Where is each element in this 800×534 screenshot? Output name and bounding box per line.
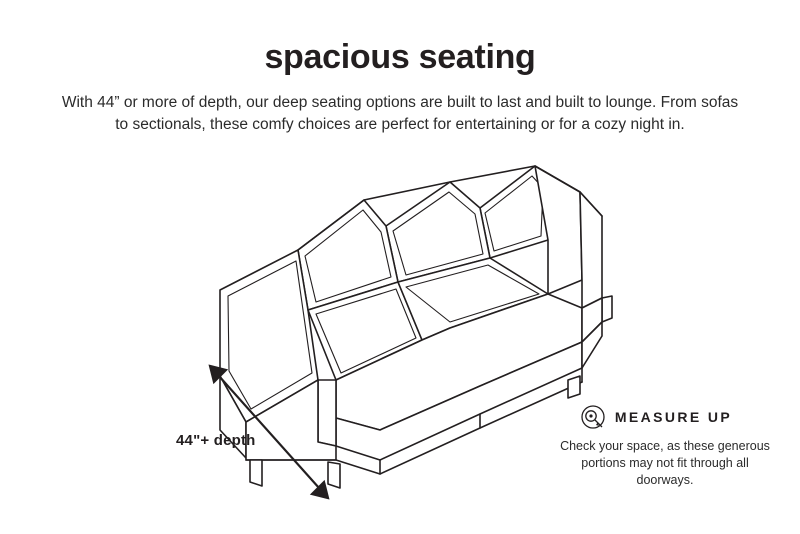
measure-up-callout <box>536 404 776 489</box>
page-title: spacious seating <box>264 38 536 76</box>
depth-dimension-label: 44"+ depth <box>176 432 256 449</box>
measure-up-title: MEASURE UP <box>614 409 733 425</box>
tape-measure-icon <box>580 404 606 430</box>
measure-up-body: Check your space, as these generous portions may not fit through all doorways. <box>560 439 770 487</box>
page-subtitle: With 44” or more of depth, our deep seating options are built to last and built to lounge. From sofas to sectionals, these comfy choices are perfect for entertaining or for a cozy night in. <box>61 94 739 133</box>
